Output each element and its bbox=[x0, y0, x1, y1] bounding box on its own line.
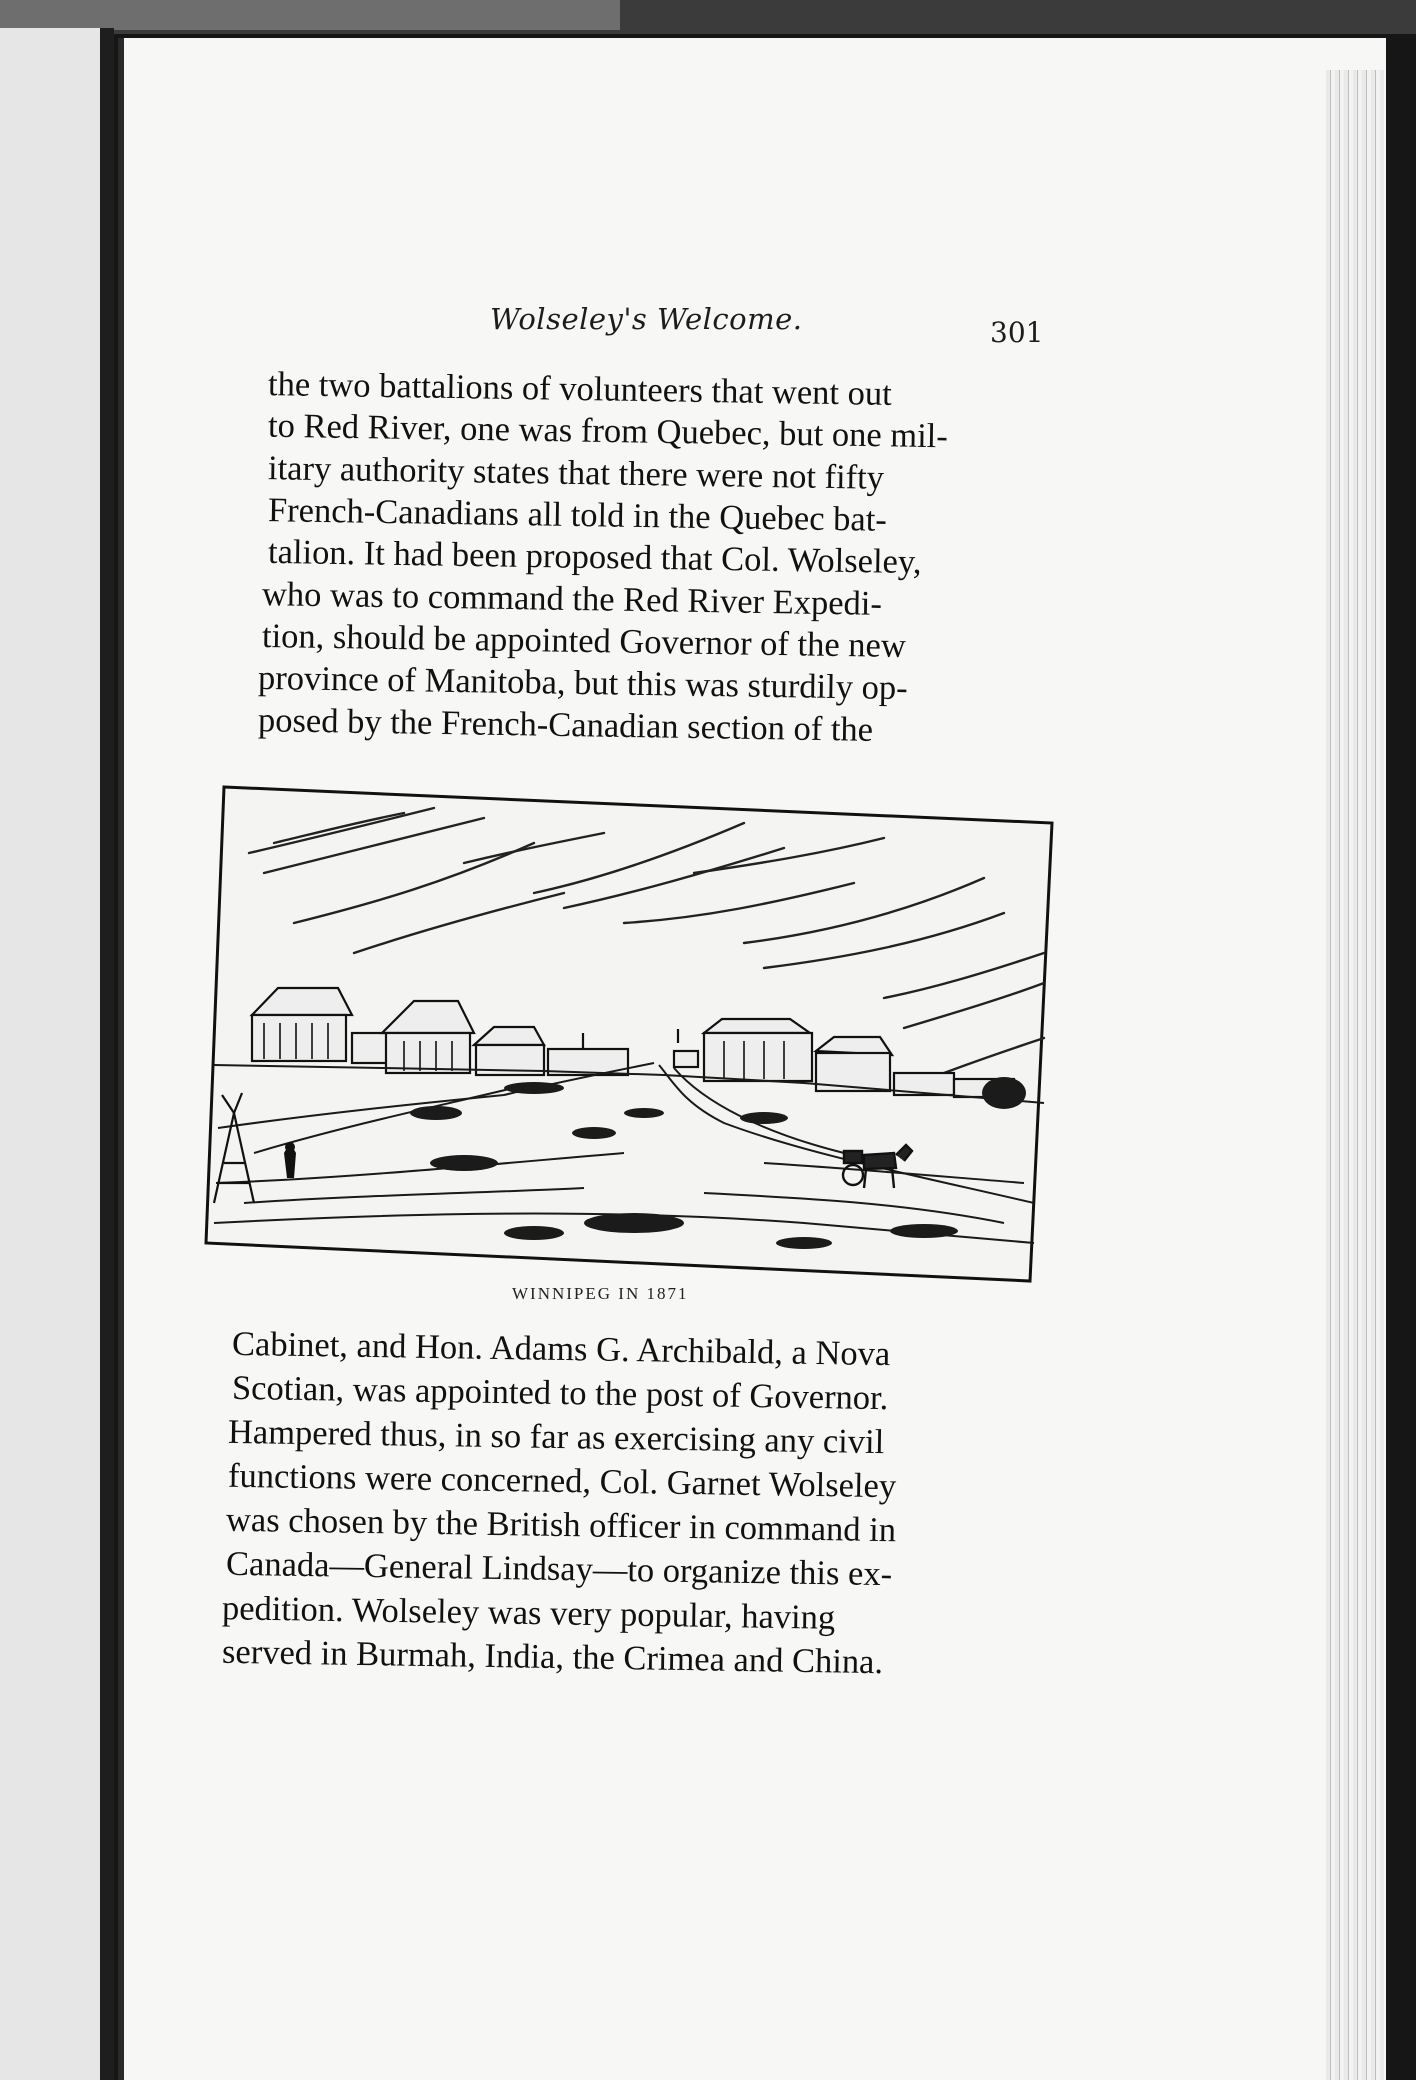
page-stack-edge bbox=[1326, 70, 1384, 2080]
text-line: who was to command the Red River Expedi- bbox=[261, 575, 883, 623]
text-line: was chosen by the British officer in command in bbox=[225, 1500, 897, 1550]
text-line: French-Canadians all told in the Quebec bat- bbox=[267, 491, 888, 539]
illustration-caption: WINNIPEG IN 1871 bbox=[512, 1284, 689, 1303]
page-number: 301 bbox=[990, 316, 1044, 349]
facing-page-margin bbox=[0, 28, 108, 2080]
text-line: functions were concerned, Col. Garnet Wolseley bbox=[227, 1456, 897, 1506]
text-line: Cabinet, and Hon. Adams G. Archibald, a Nova bbox=[231, 1324, 891, 1374]
text-line: itary authority states that there were not fifty bbox=[267, 449, 885, 497]
text-line: the two battalions of volunteers that went out bbox=[267, 365, 893, 413]
book-gutter bbox=[100, 28, 114, 2080]
text-line: Hampered thus, in so far as exercising any civil bbox=[227, 1412, 885, 1462]
text-line: tion, should be appointed Governor of the new bbox=[261, 616, 907, 666]
illustration-winnipeg-1871 bbox=[204, 783, 1056, 1283]
text-line: posed by the French-Canadian section of the bbox=[257, 701, 874, 749]
scanner-top-strip-light bbox=[0, 0, 620, 30]
text-line: pedition. Wolseley was very popular, having bbox=[221, 1589, 836, 1637]
text-line: served in Burmah, India, the Crimea and China. bbox=[221, 1632, 884, 1682]
text-line: province of Manitoba, but this was sturdily op- bbox=[257, 658, 908, 708]
text-line: talion. It had been proposed that Col. Wolseley, bbox=[267, 532, 922, 582]
running-head: Wolseley's Welcome. bbox=[490, 302, 803, 336]
text-line: Canada—General Lindsay—to organize this ex- bbox=[225, 1544, 893, 1594]
text-line: Scotian, was appointed to the post of Governor. bbox=[231, 1368, 889, 1418]
settlement-engraving bbox=[204, 783, 1056, 1283]
text-line: to Red River, one was from Quebec, but one mil- bbox=[267, 406, 949, 456]
